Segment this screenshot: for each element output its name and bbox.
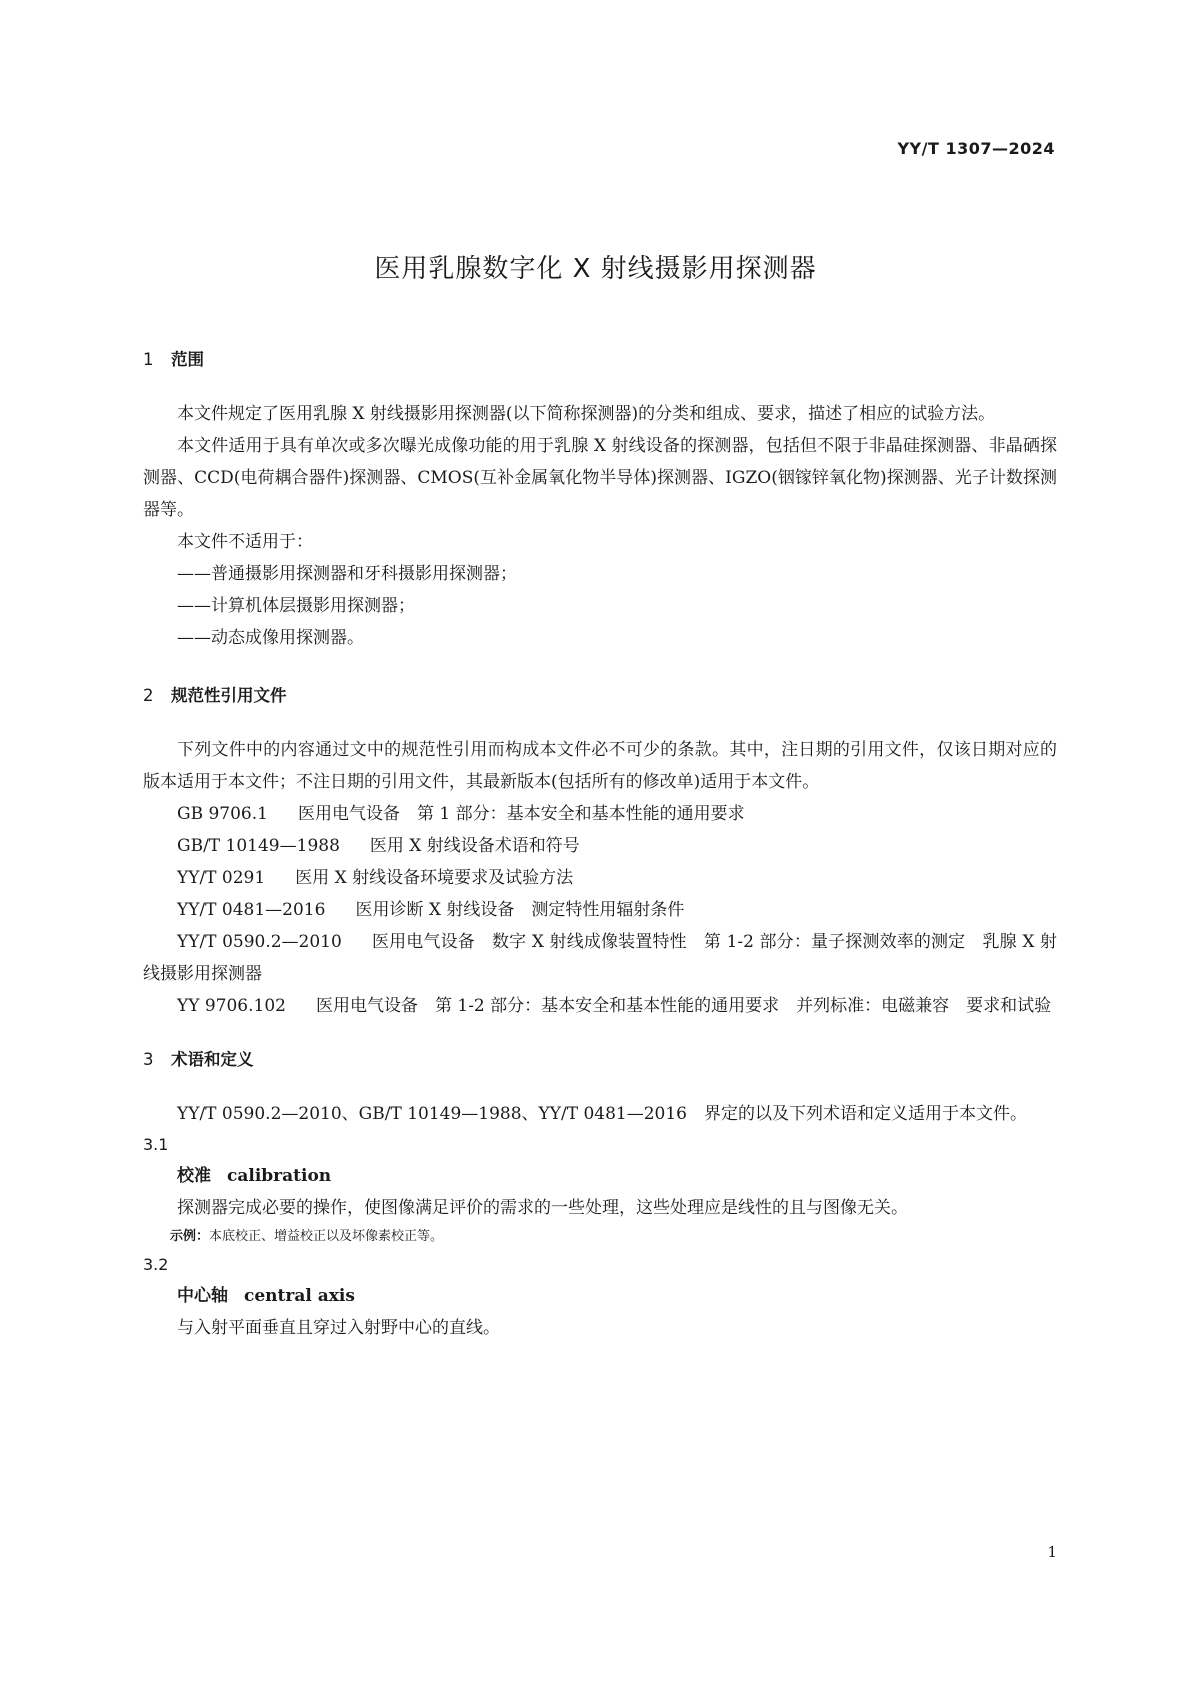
term-en: central axis: [244, 1286, 355, 1306]
reference-code: YY/T 0481—2016: [177, 900, 326, 920]
term-heading: [143, 1280, 1057, 1312]
standard-number: YY/T 1307—2024: [897, 139, 1055, 158]
reference-item: [143, 926, 1057, 990]
section-3-heading: [143, 1048, 1057, 1072]
section-2-heading: [143, 684, 1057, 708]
list-item: ——普通摄影用探测器和牙科摄影用探测器；: [177, 564, 517, 584]
term-definition: 探测器完成必要的操作，使图像满足评价的需求的一些处理，这些处理应是线性的且与图像无关。: [177, 1198, 908, 1218]
term-zh: 校准: [177, 1166, 211, 1186]
term-en: calibration: [227, 1166, 332, 1186]
reference-item: [143, 798, 1057, 830]
document-body: [143, 348, 1057, 1344]
example-label: 示例：: [170, 1229, 210, 1244]
paragraph: 本文件适用于具有单次或多次曝光成像功能的用于乳腺 X 射线设备的探测器，包括但不限于非晶硅探测器、非晶硒探测器、CCD(电荷耦合器件)探测器、CMOS(互补金属氧化物半导体)探测器、IGZO(铟镓锌氧化物)探测器、光子计数探测器等。: [143, 436, 1057, 520]
reference-title: 医用电气设备 第 1-2 部分：基本安全和基本性能的通用要求 并列标准：电磁兼容 要求和试验: [315, 996, 1052, 1016]
reference-code: YY/T 0291: [177, 868, 266, 888]
section-title: 术语和定义: [171, 1050, 254, 1069]
term-zh: 中心轴: [177, 1286, 228, 1306]
reference-code: YY 9706.102: [177, 996, 286, 1016]
section-1-heading: [143, 348, 1057, 372]
section-number: 2: [143, 686, 154, 705]
reference-code: YY/T 0590.2—2010: [177, 932, 342, 952]
paragraph: 本文件不适用于：: [177, 532, 313, 552]
reference-title: 医用 X 射线设备术语和符号: [369, 836, 580, 856]
reference-title: 医用电气设备 数字 X 射线成像装置特性 第 1-2 部分：量子探测效率的测定 乳腺 X 射线摄影用探测器: [143, 932, 1057, 984]
list-item: ——动态成像用探测器。: [177, 628, 364, 648]
page-number: 1: [1047, 1543, 1057, 1561]
section-number: 3: [143, 1050, 154, 1069]
term-number: 3.1: [143, 1135, 169, 1154]
reference-title: 医用电气设备 第 1 部分：基本安全和基本性能的通用要求: [297, 804, 745, 824]
section-title: 规范性引用文件: [171, 686, 287, 705]
reference-item: [143, 862, 1057, 894]
term-definition: 与入射平面垂直且穿过入射野中心的直线。: [177, 1318, 500, 1338]
paragraph: 本文件规定了医用乳腺 X 射线摄影用探测器(以下简称探测器)的分类和组成、要求，描述了相应的试验方法。: [177, 404, 996, 424]
term-number: 3.2: [143, 1255, 169, 1274]
example-text: 本底校正、增益校正以及坏像素校正等。: [209, 1229, 444, 1244]
reference-title: 医用 X 射线设备环境要求及试验方法: [295, 868, 574, 888]
reference-item: [143, 830, 1057, 862]
reference-item: [143, 990, 1057, 1022]
paragraph: 下列文件中的内容通过文中的规范性引用而构成本文件必不可少的条款。其中，注日期的引用文件，仅该日期对应的版本适用于本文件；不注日期的引用文件，其最新版本(包括所有的修改单)适用于本文件。: [143, 740, 1057, 792]
section-title: 范围: [171, 350, 204, 369]
term-heading: [143, 1160, 1057, 1192]
document-title: 医用乳腺数字化 X 射线摄影用探测器: [374, 254, 817, 284]
reference-item: [143, 894, 1057, 926]
term-example: [143, 1224, 1057, 1250]
section-number: 1: [143, 350, 154, 369]
reference-title: 医用诊断 X 射线设备 测定特性用辐射条件: [355, 900, 685, 920]
paragraph: YY/T 0590.2—2010、GB/T 10149—1988、YY/T 0481—2016 界定的以及下列术语和定义适用于本文件。: [177, 1104, 1027, 1124]
reference-code: GB/T 10149—1988: [177, 836, 340, 856]
reference-code: GB 9706.1: [177, 804, 268, 824]
list-item: ——计算机体层摄影用探测器；: [177, 596, 415, 616]
